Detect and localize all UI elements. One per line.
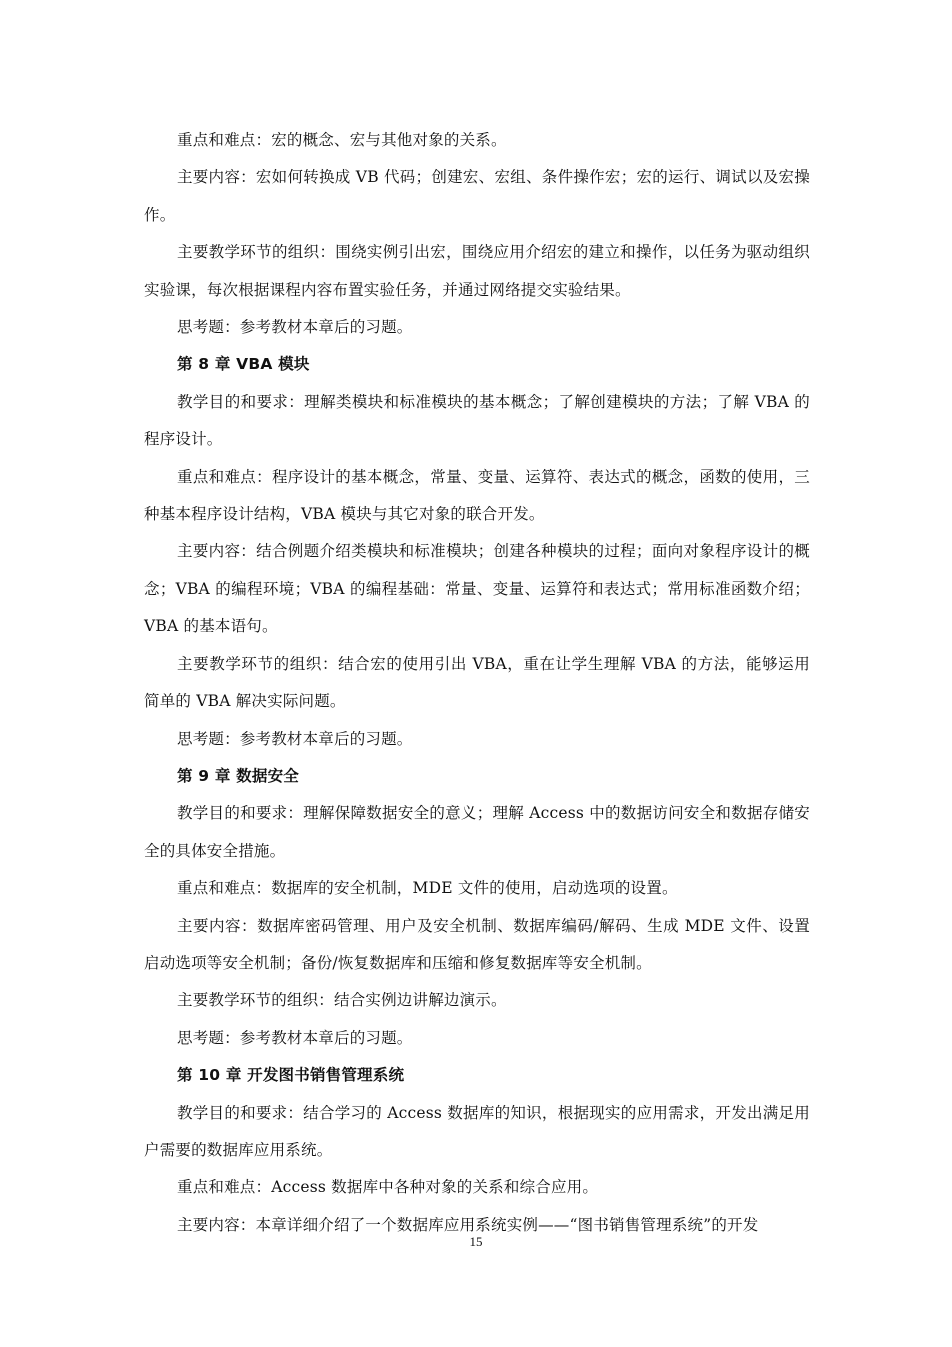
paragraph-objectives-security: 教学目的和要求：理解保障数据安全的意义；理解 Access 中的数据访问安全和数据存储安全的具体安全措施。 bbox=[144, 804, 810, 860]
paragraph-objectives-system: 教学目的和要求：结合学习的 Access 数据库的知识，根据现实的应用需求，开发出满足用户需要的数据库应用系统。 bbox=[144, 1103, 810, 1159]
body-text bbox=[144, 122, 810, 1244]
paragraph-questions-vba: 思考题：参考教材本章后的习题。 bbox=[177, 729, 413, 748]
paragraph-main-content-system: 主要内容：本章详细介绍了一个数据库应用系统实例——“图书销售管理系统”的开发 bbox=[177, 1215, 759, 1234]
chapter-10-heading: 第 10 章 开发图书销售管理系统 bbox=[177, 1066, 405, 1085]
paragraph-key-points-system: 重点和难点：Access 数据库中各种对象的关系和综合应用。 bbox=[177, 1178, 599, 1197]
paragraph-teaching-organization-vba: 主要教学环节的组织：结合宏的使用引出 VBA，重在让学生理解 VBA 的方法，能够运用简单的 VBA 解决实际问题。 bbox=[144, 654, 810, 711]
chapter-9-heading: 第 9 章 数据安全 bbox=[177, 766, 299, 785]
chapter-8-heading: 第 8 章 VBA 模块 bbox=[177, 355, 310, 374]
paragraph-main-content-macro: 主要内容：宏如何转换成 VB 代码；创建宏、宏组、条件操作宏；宏的运行、调试以及宏操作。 bbox=[144, 168, 810, 224]
paragraph-questions-security: 思考题：参考教材本章后的习题。 bbox=[177, 1028, 413, 1047]
paragraph-questions-macro: 思考题：参考教材本章后的习题。 bbox=[177, 318, 413, 337]
paragraph-teaching-organization-security: 主要教学环节的组织：结合实例边讲解边演示。 bbox=[177, 991, 507, 1010]
paragraph-key-points-vba: 重点和难点：程序设计的基本概念，常量、变量、运算符、表达式的概念，函数的使用，三种基本程序设计结构，VBA 模块与其它对象的联合开发。 bbox=[144, 467, 810, 524]
paragraph-main-content-security: 主要内容：数据库密码管理、用户及安全机制、数据库编码/解码、生成 MDE 文件、设置启动选项等安全机制；备份/恢复数据库和压缩和修复数据库等安全机制。 bbox=[144, 916, 810, 972]
paragraph-key-points-macro: 重点和难点：宏的概念、宏与其他对象的关系。 bbox=[177, 131, 507, 149]
page-number: 15 bbox=[469, 1234, 483, 1249]
paragraph-main-content-vba: 主要内容：结合例题介绍类模块和标准模块；创建各种模块的过程；面向对象程序设计的概念；VBA 的编程环境；VBA 的编程基础：常量、变量、运算符和表达式；常用标准函数介绍；VBA 的基本语句。 bbox=[144, 542, 810, 636]
paragraph-objectives-vba: 教学目的和要求：理解类模块和标准模块的基本概念；了解创建模块的方法；了解 VBA 的程序设计。 bbox=[144, 392, 810, 449]
paragraph-teaching-organization-macro: 主要教学环节的组织：围绕实例引出宏，围绕应用介绍宏的建立和操作，以任务为驱动组织实验课，每次根据课程内容布置实验任务，并通过网络提交实验结果。 bbox=[144, 243, 810, 299]
paragraph-key-points-security: 重点和难点：数据库的安全机制，MDE 文件的使用，启动选项的设置。 bbox=[177, 879, 678, 898]
